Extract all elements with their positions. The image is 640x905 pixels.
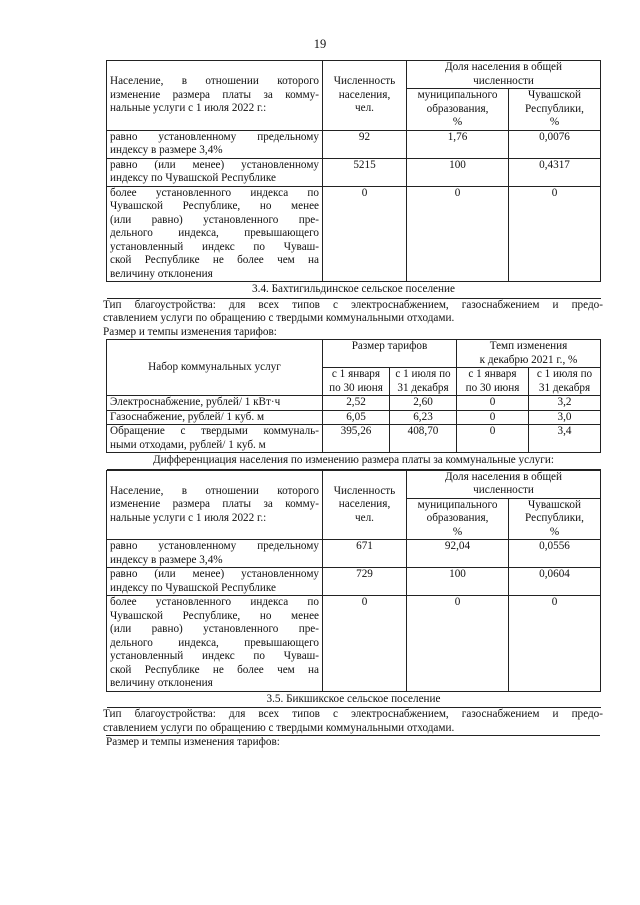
republic-header: Чувашской Республики, % bbox=[509, 498, 601, 540]
cell-value: 3,2 bbox=[529, 396, 601, 411]
page-content bbox=[103, 60, 603, 750]
cell-value: 0 bbox=[323, 596, 407, 692]
population-header: Население, в отношении которого изменение размера платы за комму- нальные услуги с 1 июля 2022 г.: bbox=[107, 61, 323, 131]
table-row bbox=[107, 396, 601, 411]
change-rate-header: Темп изменения к декабрю 2021 г., % bbox=[457, 340, 601, 368]
count-header: Численность населения, чел. bbox=[323, 61, 407, 131]
period-jul-header: с 1 июля по 31 декабря bbox=[390, 368, 457, 396]
table-row bbox=[107, 568, 601, 596]
cell-value: 0 bbox=[457, 425, 529, 453]
row-label: равно установленному предельному индексу в размере 3,4% bbox=[107, 130, 323, 158]
tariff-table bbox=[106, 339, 601, 470]
tariffs-title: Размер и темпы изменения тарифов: bbox=[103, 325, 277, 338]
table-row bbox=[107, 130, 601, 158]
cell-value: 0 bbox=[323, 186, 407, 282]
period-jul-header: с 1 июля по 31 декабря bbox=[529, 368, 601, 396]
tariff-size-header: Размер тарифов bbox=[323, 340, 457, 368]
period-jan-header: с 1 января по 30 июня bbox=[457, 368, 529, 396]
cell-value: 5215 bbox=[323, 158, 407, 186]
municipal-header: муниципального образования, % bbox=[407, 498, 509, 540]
cell-value: 0 bbox=[407, 596, 509, 692]
cell-value: 3,4 bbox=[529, 425, 601, 453]
cell-value: 6,05 bbox=[323, 410, 390, 425]
diff-title: Дифференциация населения по изменению размера платы за коммунальные услуги: bbox=[107, 453, 601, 470]
cell-value: 0,0556 bbox=[509, 540, 601, 568]
row-label: равно (или менее) установленному индексу по Чувашской Республике bbox=[107, 568, 323, 596]
cell-value: 92,04 bbox=[407, 540, 509, 568]
diff-table-1 bbox=[106, 60, 601, 299]
service-label: Обращение с твердыми коммуналь- ными отходами, рублей/ 1 куб. м bbox=[107, 425, 323, 453]
improvement-type-text: Тип благоустройства: для всех типов с электроснабжением, газоснабжением и предо- ставлением услуги по обращению с твердыми коммунальными отходами. bbox=[103, 708, 603, 734]
table-row bbox=[107, 596, 601, 692]
republic-header: Чувашской Республики, % bbox=[509, 89, 601, 131]
row-label: равно установленному предельному индексу в размере 3,4% bbox=[107, 540, 323, 568]
cell-value: 0 bbox=[457, 410, 529, 425]
cell-value: 100 bbox=[407, 568, 509, 596]
table-row bbox=[107, 186, 601, 282]
improvement-type-text: Тип благоустройства: для всех типов с электроснабжением, газоснабжением и предо- ставлением услуги по обращению с твердыми коммунальными отходами. Размер и темпы изменения тарифов: bbox=[103, 298, 603, 338]
cell-value: 2,52 bbox=[323, 396, 390, 411]
cell-value: 671 bbox=[323, 540, 407, 568]
service-set-header: Набор коммунальных услуг bbox=[107, 340, 323, 396]
cell-value: 0,0604 bbox=[509, 568, 601, 596]
share-header: Доля населения в общей численности bbox=[407, 61, 601, 89]
cell-value: 408,70 bbox=[390, 425, 457, 453]
cell-value: 100 bbox=[407, 158, 509, 186]
cell-value: 92 bbox=[323, 130, 407, 158]
cell-value: 0 bbox=[407, 186, 509, 282]
share-header: Доля населения в общей численности bbox=[407, 470, 601, 498]
table-row bbox=[107, 158, 601, 186]
municipal-header: муниципального образования, % bbox=[407, 89, 509, 131]
tariffs-title-rule bbox=[106, 735, 600, 750]
cell-value: 395,26 bbox=[323, 425, 390, 453]
section-title: 3.4. Бахтигильдинское сельское поселение bbox=[107, 282, 601, 299]
cell-value: 0,4317 bbox=[509, 158, 601, 186]
cell-value: 0,0076 bbox=[509, 130, 601, 158]
cell-value: 0 bbox=[509, 596, 601, 692]
table-row bbox=[107, 410, 601, 425]
cell-value: 0 bbox=[457, 396, 529, 411]
tariffs-title: Размер и темпы изменения тарифов: bbox=[106, 736, 600, 750]
table-row bbox=[107, 540, 601, 568]
service-label: Газоснабжение, рублей/ 1 куб. м bbox=[107, 410, 323, 425]
cell-value: 729 bbox=[323, 568, 407, 596]
cell-value: 0 bbox=[509, 186, 601, 282]
cell-value: 2,60 bbox=[390, 396, 457, 411]
row-label: равно (или менее) установленному индексу по Чувашской Республике bbox=[107, 158, 323, 186]
cell-value: 1,76 bbox=[407, 130, 509, 158]
cell-value: 3,0 bbox=[529, 410, 601, 425]
population-header: Население, в отношении которого изменение размера платы за комму- нальные услуги с 1 июля 2022 г.: bbox=[107, 470, 323, 540]
cell-value: 6,23 bbox=[390, 410, 457, 425]
service-label: Электроснабжение, рублей/ 1 кВт·ч bbox=[107, 396, 323, 411]
count-header: Численность населения, чел. bbox=[323, 470, 407, 540]
row-label: более установленного индекса по Чувашской Республике, но менее (или равно) установленного пре- дельного индекса, превышающего установленный индекс по Чуваш- ской Республике не более чем на величину отклонения bbox=[107, 596, 323, 692]
diff-table-2 bbox=[106, 470, 601, 709]
period-jan-header: с 1 января по 30 июня bbox=[323, 368, 390, 396]
page-number: 19 bbox=[313, 37, 327, 51]
table-row bbox=[107, 425, 601, 453]
row-label: более установленного индекса по Чувашской Республике, но менее (или равно) установленного пре- дельного индекса, превышающего установленный индекс по Чуваш- ской Республике не более чем на величину отклонения bbox=[107, 186, 323, 282]
section-title: 3.5. Бикшикское сельское поселение bbox=[107, 691, 601, 708]
